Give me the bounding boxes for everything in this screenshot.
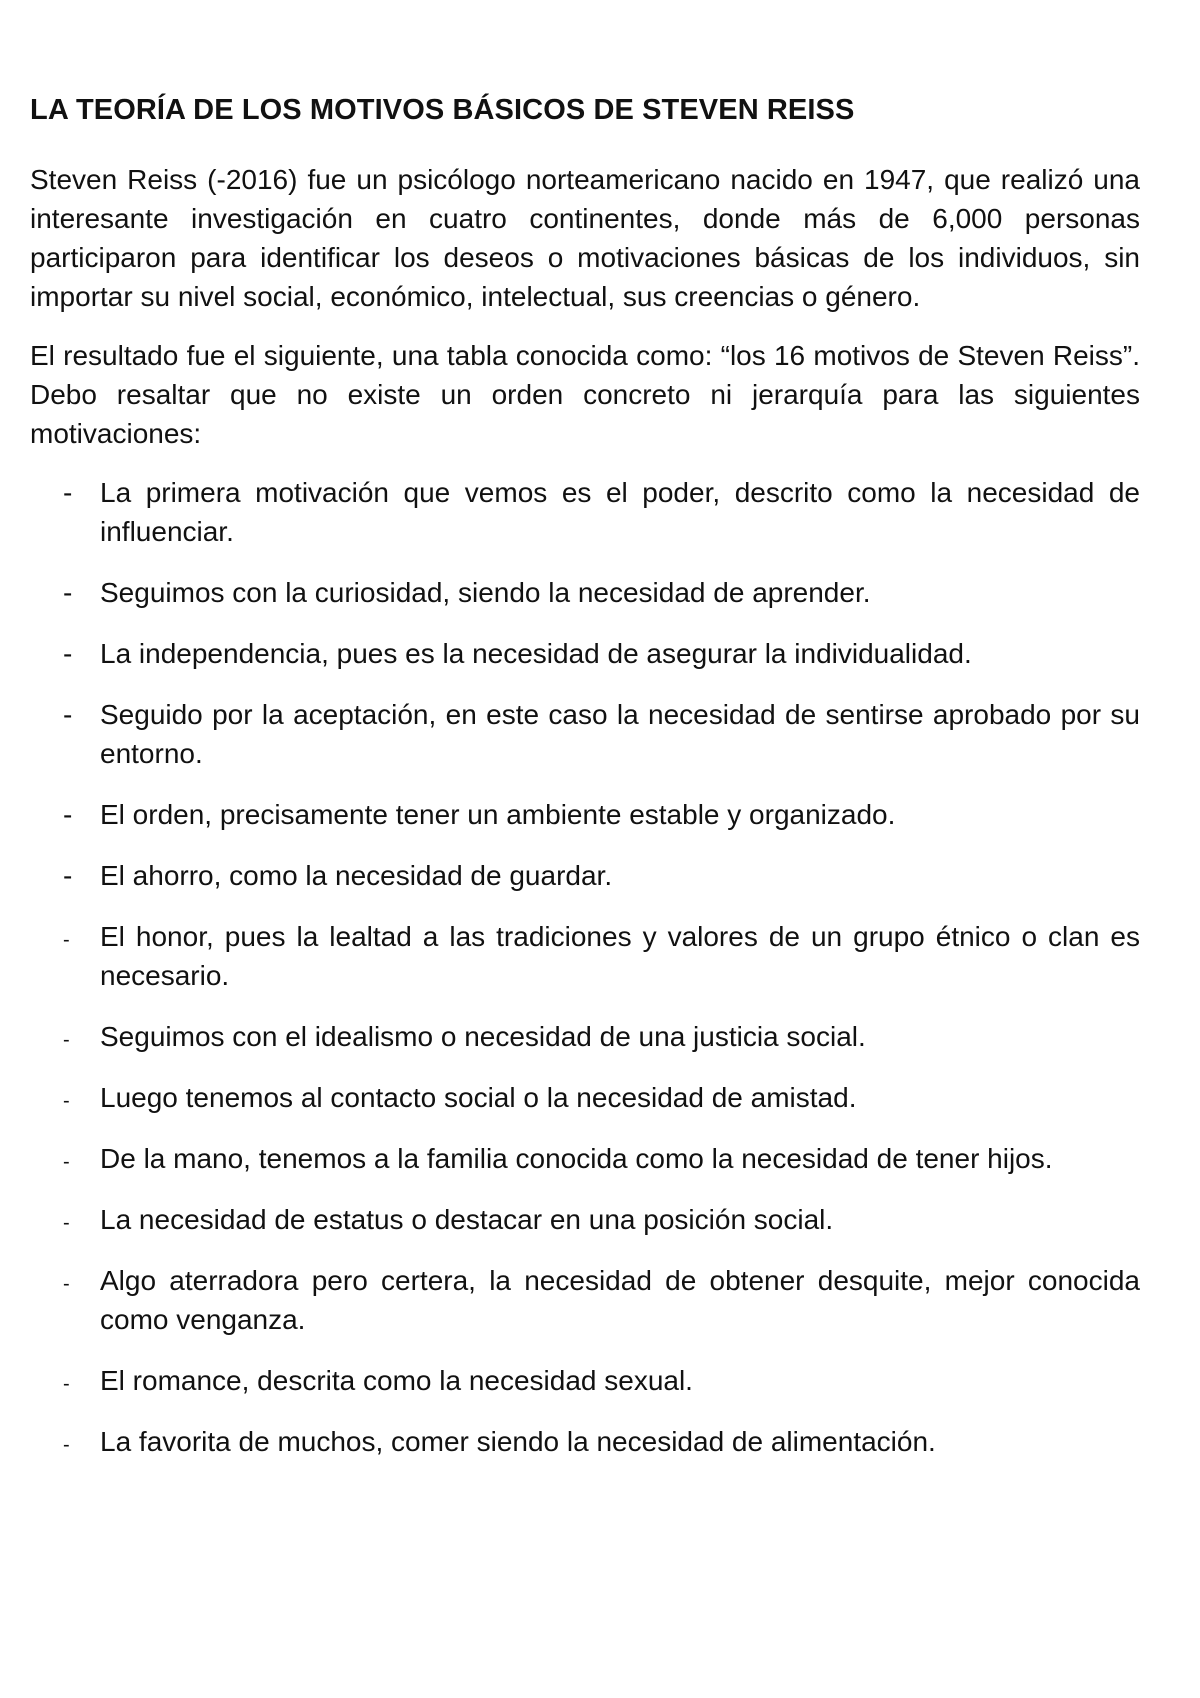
list-item-text: Luego tenemos al contacto social o la necesidad de amistad. [100,1082,857,1113]
bullet-dash: - [63,1212,70,1234]
list-item-text: El orden, precisamente tener un ambiente estable y organizado. [100,799,896,830]
bullet-dash: - [63,477,73,508]
list-item [30,1422,1140,1461]
list-item [30,573,1140,612]
list-item [30,695,1140,773]
intro-paragraph: Steven Reiss (-2016) fue un psicólogo norteamericano nacido en 1947, que realizó una interesante investigación en cuatro continentes, donde más de 6,000 personas participaron para identificar los deseos o motivaciones básicas de los individuos, sin importar su nivel social, económico, intelectual, sus creencias o género. [30,164,1140,312]
list-item [30,1200,1140,1239]
list-item [30,856,1140,895]
list-item [30,1261,1140,1339]
bullet-dash: - [63,860,73,891]
list-item-text: El honor, pues la lealtad a las tradiciones y valores de un grupo étnico o clan es necesario. [100,921,1140,991]
bullet-dash: - [63,1373,70,1395]
bullet-dash: - [63,1090,70,1112]
bullet-dash: - [63,577,73,608]
bullet-dash: - [63,699,73,730]
list-item [30,917,1140,995]
bullet-dash: - [63,1029,70,1051]
list-item-text: Seguimos con la curiosidad, siendo la necesidad de aprender. [100,577,871,608]
list-item-text: De la mano, tenemos a la familia conocida como la necesidad de tener hijos. [100,1143,1053,1174]
list-item [30,634,1140,673]
list-item-text: La independencia, pues es la necesidad de asegurar la individualidad. [100,638,972,669]
document-title: LA TEORÍA DE LOS MOTIVOS BÁSICOS DE STEVEN REISS [30,94,855,126]
list-item [30,1139,1140,1178]
list-item-text: Algo aterradora pero certera, la necesidad de obtener desquite, mejor conocida como venganza. [100,1265,1140,1335]
list-item-text: La primera motivación que vemos es el poder, descrito como la necesidad de influenciar. [100,477,1140,547]
list-item [30,795,1140,834]
bullet-dash: - [63,799,73,830]
list-item-text: La necesidad de estatus o destacar en una posición social. [100,1204,834,1235]
motives-list [30,473,1140,1461]
list-item-text: El ahorro, como la necesidad de guardar. [100,860,613,891]
list-item [30,1078,1140,1117]
document-page [30,90,1140,1483]
bullet-dash: - [63,1434,70,1456]
result-paragraph: El resultado fue el siguiente, una tabla conocida como: “los 16 motivos de Steven Reiss”. Debo resaltar que no existe un orden concreto ni jerarquía para las siguientes motivaciones: [30,340,1140,449]
list-item [30,1361,1140,1400]
list-item [30,1017,1140,1056]
list-item-text: Seguimos con el idealismo o necesidad de una justicia social. [100,1021,866,1052]
list-item-text: El romance, descrita como la necesidad sexual. [100,1365,693,1396]
bullet-dash: - [63,929,70,951]
bullet-dash: - [63,638,73,669]
bullet-dash: - [63,1273,70,1295]
list-item [30,473,1140,551]
list-item-text: La favorita de muchos, comer siendo la necesidad de alimentación. [100,1426,936,1457]
list-item-text: Seguido por la aceptación, en este caso la necesidad de sentirse aprobado por su entorno. [100,699,1140,769]
bullet-dash: - [63,1151,70,1173]
